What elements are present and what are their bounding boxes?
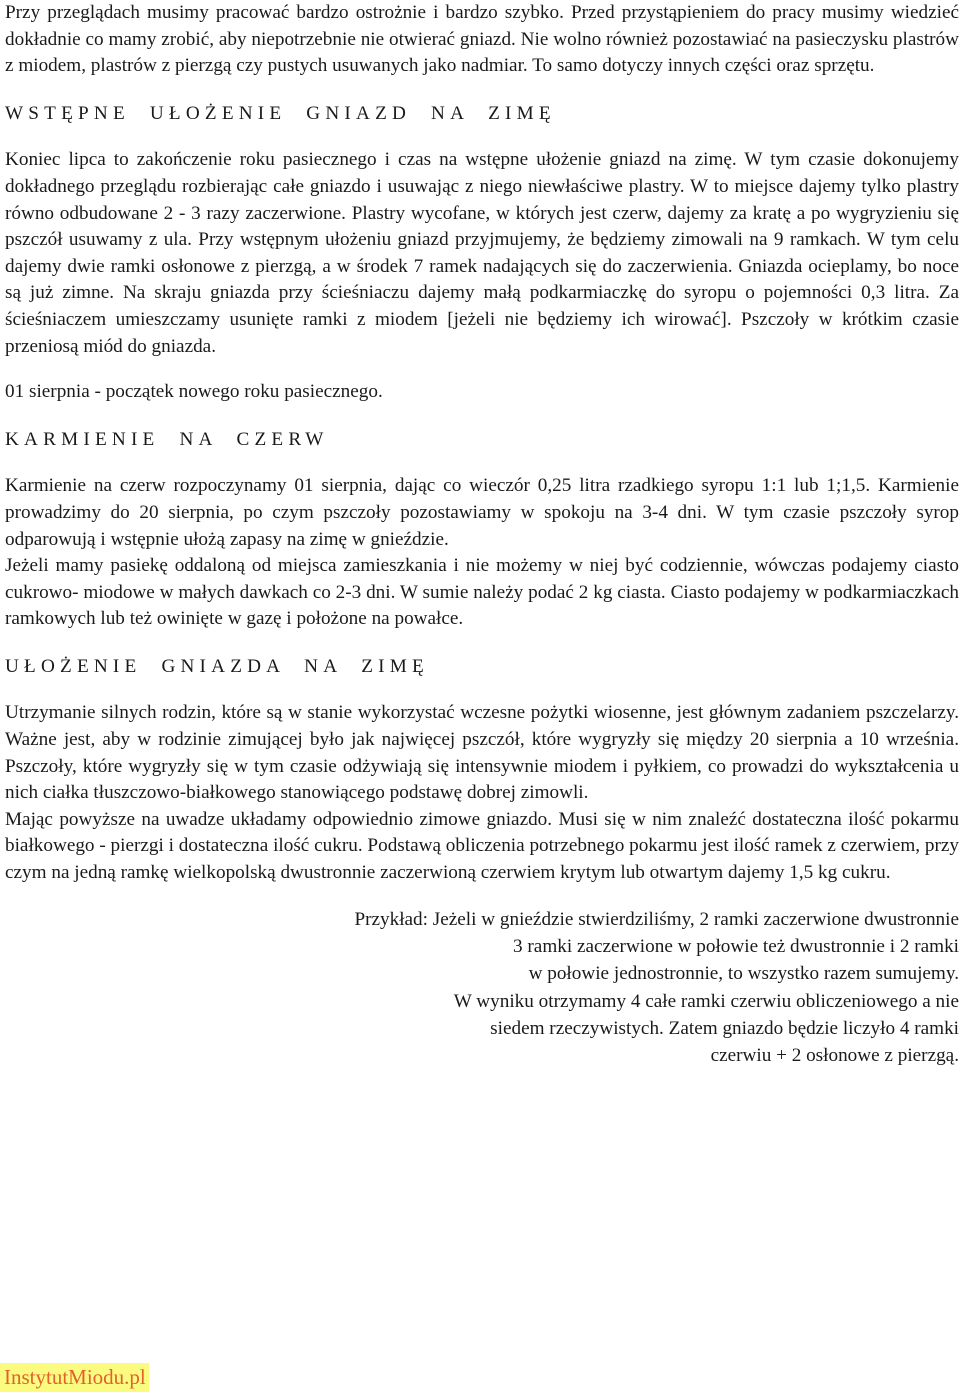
site-watermark: InstytutMiodu.pl — [0, 1363, 149, 1392]
example-block — [5, 906, 959, 1070]
example-line: w połowie jednostronnie, to wszystko razem sumujemy. — [528, 963, 959, 985]
section2-paragraph-2: Jeżeli mamy pasiekę oddaloną od miejsca zamieszkania i nie możemy w niej być codziennie, wówczas podajemy ciasto cukrowo- miodowe w małych dawkach co 2-3 dni. W sumie należy podać 2 kg ciasta. Ciasto podajemy w podkarmiaczkach ramkowych lub też owinięte w gazę i położone na powałce. — [5, 555, 959, 630]
section-heading-ulozenie-gniazda: UŁOŻENIE GNIAZDA NA ZIMĘ — [5, 655, 429, 677]
section-heading-karmienie: KARMIENIE NA CZERW — [5, 428, 329, 450]
intro-paragraph: Przy przeglądach musimy pracować bardzo ostrożnie i bardzo szybko. Przed przystąpieniem do pracy musimy wiedzieć dokładnie co mamy zrobić, aby niepotrzebnie nie otwierać gniazd. Nie wolno również pozostawiać na pasieczysku plastrów z miodem, plastrów z pierzgą czy pustych usuwanych jako nadmiar. To samo dotyczy innych części oraz sprzętu. — [5, 2, 959, 77]
section-heading-wstepne-ulozenie: WSTĘPNE UŁOŻENIE GNIAZD NA ZIMĘ — [5, 102, 556, 124]
example-line: Przykład: Jeżeli w gnieździe stwierdziliśmy, 2 ramki zaczerwione dwustronnie — [354, 908, 959, 930]
example-line: 3 ramki zaczerwione w połowie też dwustronnie i 2 ramki — [513, 935, 959, 957]
section1-paragraph: Koniec lipca to zakończenie roku pasiecznego i czas na wstępne ułożenie gniazd na zimę. W tym czasie dokonujemy dokładnego przeglądu rozbierając całe gniazdo i usuwając z niego niewłaściwe plastry. W to miejsce dajemy tylko plastry równo odbudowane 2 - 3 razy zaczerwione. Plastry wycofane, w których jest czerw, dajemy za kratę a po wygryzieniu się pszczół usuwamy z ula. Przy wstępnym ułożeniu gniazd przyjmujemy, że będziemy zimowali na 9 ramkach. W tym celu dajemy dwie ramki osłonowe z pierzgą, a w środek 7 ramek nadających się do zaczerwienia. Gniazda ocieplamy, bo noce są już zimne. Na skraju gniazda przy ścieśniaczu dajemy małą podkarmiaczkę do syropu o pojemności 0,3 litra. Za ścieśniaczem umieszczamy usunięte ramki z miodem [jeżeli nie będziemy ich wirować]. Pszczoły w krótkim czasie przeniosą miód do gniazda. — [5, 149, 959, 357]
document-page — [5, 0, 959, 1069]
example-line: czerwiu + 2 osłonowe z pierzgą. — [710, 1045, 959, 1067]
section3-paragraph-2: Mając powyższe na uwadze układamy odpowiednio zimowe gniazdo. Musi się w nim znaleźć dostateczna ilość pokarmu białkowego - pierzgi i dostateczna ilość cukru. Podstawą obliczenia potrzebnego pokarmu jest ilość ramek z czerwiem, przy czym na jedną ramkę wielkopolską dwustronnie zaczerwioną czerwiem krytym lub otwartym dajemy 1,5 kg cukru. — [5, 808, 959, 884]
section3-paragraph-1: Utrzymanie silnych rodzin, które są w stanie wykorzystać wczesne pożytki wiosenne, jest głównym zadaniem pszczelarzy. Ważne jest, aby w rodzinie zimującej było jak najwięcej pszczół, które wygryzły się między 20 sierpnia a 10 września. Pszczoły, które wygryzły się w tym czasie odżywiają się intensywnie miodem i pyłkiem, co prowadzi do wykształcenia u nich ciałka tłuszczowo-białkowego stanowiącego podstawę dobrej zimowli. — [5, 702, 959, 804]
example-line: W wyniku otrzymamy 4 całe ramki czerwiu obliczeniowego a nie — [453, 990, 959, 1012]
section2-paragraph-1: Karmienie na czerw rozpoczynamy 01 sierpnia, dając co wieczór 0,25 litra rzadkiego syropu 1:1 lub 1;1,5. Karmienie prowadzimy do 20 sierpnia, po czym pszczoły pozostawiamy w spokoju na 3-4 dni. W tym czasie pszczoły syrop odparowują i wstępnie ułożą zapasy na zimę w gnieździe. — [5, 475, 959, 550]
example-line: siedem rzeczywistych. Zatem gniazdo będzie liczyło 4 ramki — [490, 1017, 959, 1039]
section1-note: 01 sierpnia - początek nowego roku pasiecznego. — [5, 381, 383, 403]
